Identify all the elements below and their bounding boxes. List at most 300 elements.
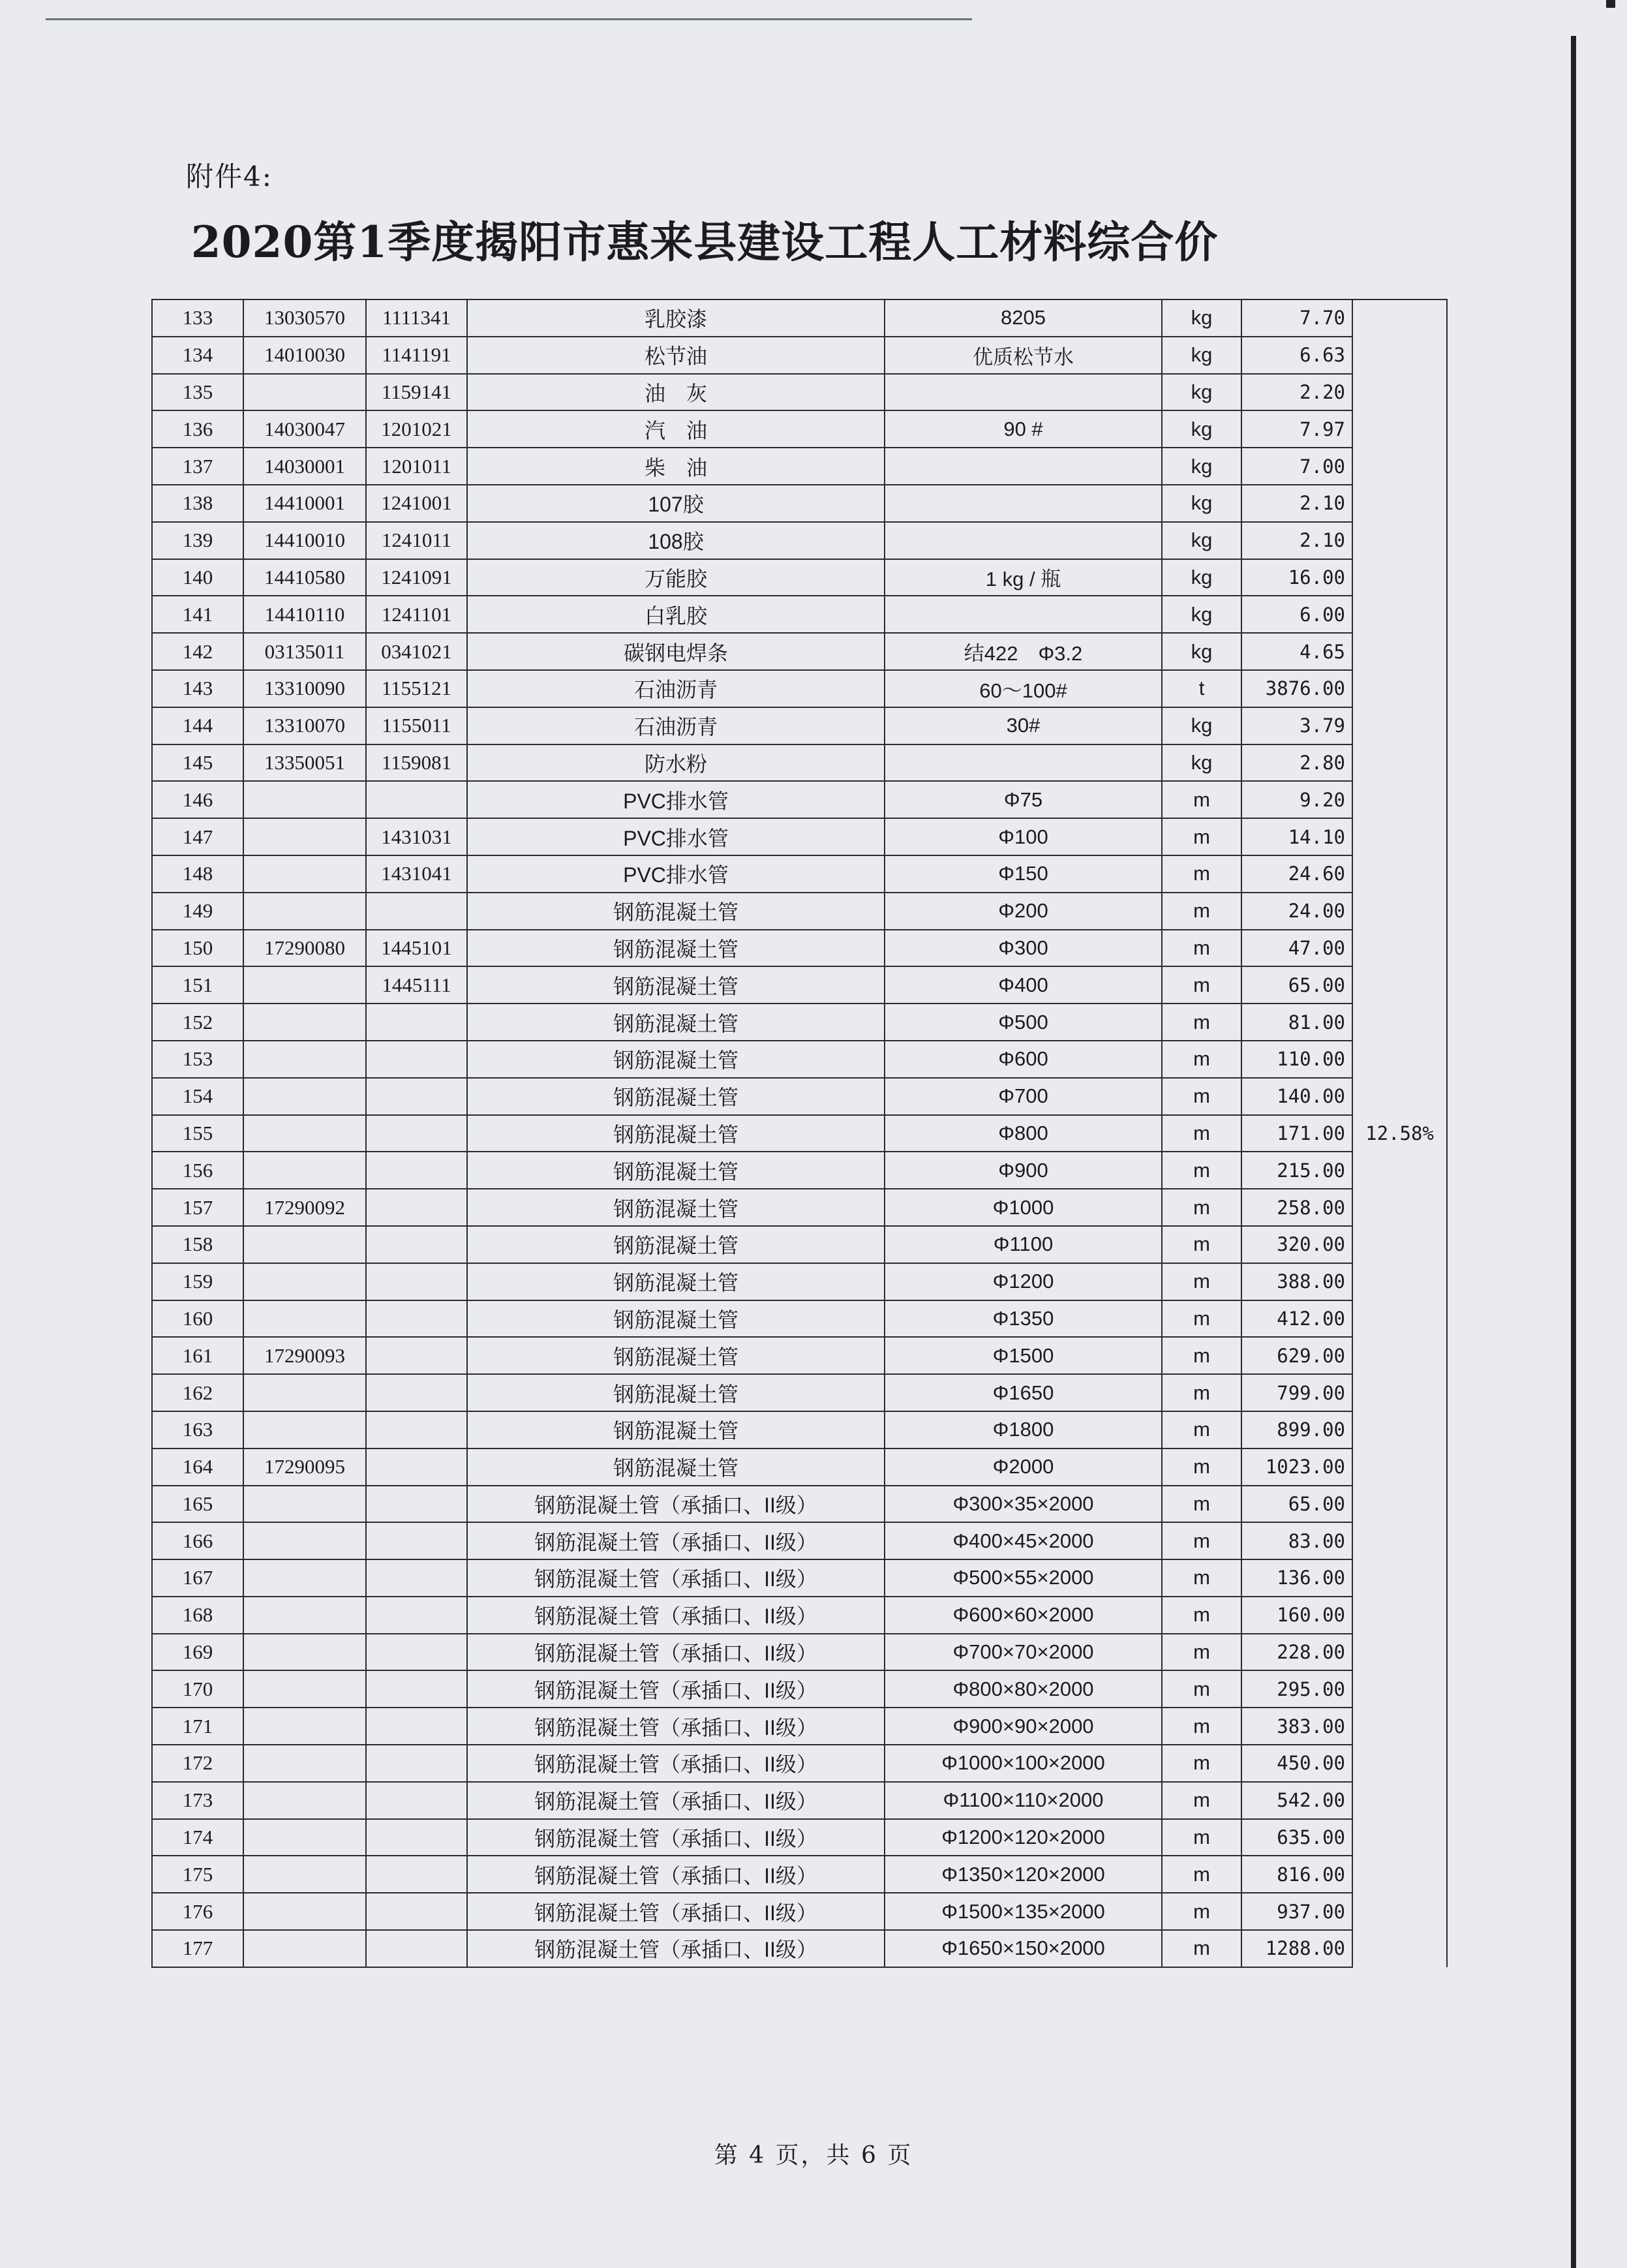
row-number-cell: 162 [152,1374,243,1411]
row-number-cell: 142 [152,633,243,670]
unit-cell: kg [1162,633,1241,670]
table-row [152,1782,1447,1819]
code-1-cell: 14410001 [243,485,366,522]
specification-cell [885,744,1162,782]
page-footer: 第 4 页，共 6 页 [714,2142,913,2169]
unit-cell: m [1162,1930,1241,1967]
row-number-cell: 163 [152,1411,243,1448]
row-number-cell: 148 [152,855,243,893]
unit-cell: m [1162,1374,1241,1411]
unit-cell: m [1162,1004,1241,1041]
table-row [152,1559,1447,1597]
price-cell: 7.00 [1241,448,1352,485]
material-name-cell: 钢筋混凝土管 [467,1226,885,1263]
material-name-cell: 钢筋混凝土管 [467,1300,885,1338]
code-2-cell [366,1115,467,1152]
code-1-cell [243,1263,366,1300]
unit-cell: m [1162,1226,1241,1263]
price-table [151,299,1448,1968]
code-2-cell [366,1152,467,1189]
table-row [152,1522,1447,1559]
unit-cell: m [1162,1263,1241,1300]
code-1-cell [243,893,366,930]
price-cell: 635.00 [1241,1819,1352,1856]
unit-cell: m [1162,1819,1241,1856]
price-cell: 65.00 [1241,966,1352,1004]
table-row [152,1708,1447,1745]
code-1-cell [243,1819,366,1856]
code-1-cell [243,1708,366,1745]
unit-cell: kg [1162,559,1241,596]
code-1-cell [243,1004,366,1041]
unit-cell: m [1162,966,1241,1004]
material-name-cell: PVC排水管 [467,855,885,893]
table-row [152,1745,1447,1782]
code-2-cell [366,781,467,818]
code-2-cell [366,1448,467,1486]
rate-cell: 12.58% [1352,299,1447,1967]
code-2-cell: 1201011 [366,448,467,485]
price-cell: 4.65 [1241,633,1352,670]
code-1-cell [243,1634,366,1671]
specification-cell: Φ1200×120×2000 [885,1819,1162,1856]
table-row [152,893,1447,930]
table-row [152,1004,1447,1041]
code-1-cell [243,1226,366,1263]
specification-cell: Φ100 [885,818,1162,855]
specification-cell: 30# [885,707,1162,744]
price-cell: 14.10 [1241,818,1352,855]
code-2-cell: 0341021 [366,633,467,670]
code-2-cell [366,1411,467,1448]
price-cell: 3.79 [1241,707,1352,744]
specification-cell: Φ75 [885,781,1162,818]
price-cell: 215.00 [1241,1152,1352,1189]
code-1-cell [243,1041,366,1078]
unit-cell: m [1162,1152,1241,1189]
price-cell: 383.00 [1241,1708,1352,1745]
specification-cell [885,374,1162,411]
row-number-cell: 149 [152,893,243,930]
code-1-cell [243,1745,366,1782]
table-row [152,1411,1447,1448]
specification-cell: Φ500 [885,1004,1162,1041]
unit-cell: m [1162,1856,1241,1893]
material-name-cell: 钢筋混凝土管 [467,1263,885,1300]
table-row [152,966,1447,1004]
row-number-cell: 157 [152,1189,243,1226]
price-cell: 937.00 [1241,1893,1352,1930]
price-cell: 295.00 [1241,1670,1352,1708]
unit-cell: m [1162,1411,1241,1448]
table-row [152,670,1447,707]
specification-cell: Φ300 [885,930,1162,967]
price-cell: 629.00 [1241,1337,1352,1374]
code-2-cell: 1445111 [366,966,467,1004]
table-row [152,1930,1447,1967]
specification-cell: Φ1500×135×2000 [885,1893,1162,1930]
specification-cell [885,522,1162,559]
unit-cell: m [1162,855,1241,893]
code-2-cell [366,1597,467,1634]
table-row [152,374,1447,411]
material-name-cell: 万能胶 [467,559,885,596]
code-1-cell: 17290093 [243,1337,366,1374]
code-2-cell: 1155011 [366,707,467,744]
price-cell: 136.00 [1241,1559,1352,1597]
row-number-cell: 137 [152,448,243,485]
specification-cell: Φ1650×150×2000 [885,1930,1162,1967]
price-cell: 81.00 [1241,1004,1352,1041]
table-row [152,1670,1447,1708]
specification-cell: Φ900 [885,1152,1162,1189]
row-number-cell: 172 [152,1745,243,1782]
material-name-cell: 石油沥青 [467,670,885,707]
material-name-cell: 钢筋混凝土管 [467,1374,885,1411]
material-name-cell: 钢筋混凝土管 [467,1041,885,1078]
price-cell: 320.00 [1241,1226,1352,1263]
code-2-cell [366,1930,467,1967]
price-cell: 6.00 [1241,596,1352,633]
code-1-cell: 14410580 [243,559,366,596]
unit-cell: kg [1162,596,1241,633]
material-name-cell: 钢筋混凝土管（承插口、II级） [467,1819,885,1856]
material-name-cell: 油 灰 [467,374,885,411]
specification-cell: Φ1000 [885,1189,1162,1226]
row-number-cell: 144 [152,707,243,744]
material-name-cell: 钢筋混凝土管（承插口、II级） [467,1486,885,1523]
material-name-cell: 钢筋混凝土管 [467,1152,885,1189]
unit-cell: m [1162,781,1241,818]
specification-cell: 1 kg / 瓶 [885,559,1162,596]
specification-cell: Φ1200 [885,1263,1162,1300]
code-1-cell [243,1486,366,1523]
material-name-cell: 钢筋混凝土管 [467,930,885,967]
material-name-cell: PVC排水管 [467,818,885,855]
code-1-cell [243,818,366,855]
row-number-cell: 141 [152,596,243,633]
code-1-cell [243,1597,366,1634]
table-row [152,1041,1447,1078]
unit-cell: kg [1162,337,1241,374]
unit-cell: m [1162,1448,1241,1486]
unit-cell: m [1162,1670,1241,1708]
specification-cell: 8205 [885,299,1162,337]
code-2-cell: 1431041 [366,855,467,893]
unit-cell: m [1162,1597,1241,1634]
unit-cell: m [1162,930,1241,967]
price-cell: 228.00 [1241,1634,1352,1671]
row-number-cell: 158 [152,1226,243,1263]
price-cell: 110.00 [1241,1041,1352,1078]
row-number-cell: 174 [152,1819,243,1856]
code-1-cell: 17290095 [243,1448,366,1486]
specification-cell: Φ1800 [885,1411,1162,1448]
code-2-cell: 1141191 [366,337,467,374]
code-1-cell [243,1670,366,1708]
table-row [152,522,1447,559]
price-cell: 258.00 [1241,1189,1352,1226]
code-2-cell: 1241091 [366,559,467,596]
row-number-cell: 139 [152,522,243,559]
unit-cell: m [1162,1745,1241,1782]
material-name-cell: 石油沥青 [467,707,885,744]
material-name-cell: 钢筋混凝土管 [467,1004,885,1041]
row-number-cell: 152 [152,1004,243,1041]
code-2-cell [366,1745,467,1782]
row-number-cell: 150 [152,930,243,967]
material-name-cell: 钢筋混凝土管 [467,1189,885,1226]
code-2-cell: 1241001 [366,485,467,522]
table-row [152,1448,1447,1486]
row-number-cell: 176 [152,1893,243,1930]
table-row [152,744,1447,782]
material-name-cell: 钢筋混凝土管 [467,966,885,1004]
code-2-cell: 1445101 [366,930,467,967]
row-number-cell: 143 [152,670,243,707]
unit-cell: t [1162,670,1241,707]
table-row [152,1189,1447,1226]
table-row [152,1152,1447,1189]
code-1-cell: 14030047 [243,410,366,448]
table-row [152,1819,1447,1856]
specification-cell: Φ1000×100×2000 [885,1745,1162,1782]
code-1-cell: 03135011 [243,633,366,670]
specification-cell: Φ1350×120×2000 [885,1856,1162,1893]
code-2-cell [366,1522,467,1559]
table-row [152,1300,1447,1338]
material-name-cell: 钢筋混凝土管（承插口、II级） [467,1597,885,1634]
unit-cell: m [1162,1782,1241,1819]
code-2-cell [366,1300,467,1338]
code-2-cell: 1159081 [366,744,467,782]
row-number-cell: 175 [152,1856,243,1893]
table-row [152,1263,1447,1300]
material-name-cell: 钢筋混凝土管（承插口、II级） [467,1522,885,1559]
code-2-cell [366,1374,467,1411]
code-2-cell [366,1226,467,1263]
table-row [152,781,1447,818]
material-name-cell: 107胶 [467,485,885,522]
code-2-cell: 1241101 [366,596,467,633]
specification-cell: Φ700 [885,1078,1162,1115]
code-1-cell [243,1115,366,1152]
row-number-cell: 173 [152,1782,243,1819]
code-1-cell [243,1078,366,1115]
row-number-cell: 145 [152,744,243,782]
code-1-cell: 17290080 [243,930,366,967]
unit-cell: kg [1162,485,1241,522]
code-2-cell: 1111341 [366,299,467,337]
material-name-cell: 钢筋混凝土管（承插口、II级） [467,1930,885,1967]
code-2-cell [366,1634,467,1671]
code-1-cell: 14030001 [243,448,366,485]
specification-cell: Φ2000 [885,1448,1162,1486]
row-number-cell: 170 [152,1670,243,1708]
price-cell: 2.10 [1241,522,1352,559]
row-number-cell: 160 [152,1300,243,1338]
price-cell: 7.70 [1241,299,1352,337]
price-cell: 2.20 [1241,374,1352,411]
code-1-cell: 17290092 [243,1189,366,1226]
price-cell: 816.00 [1241,1856,1352,1893]
table-row [152,1486,1447,1523]
code-1-cell [243,855,366,893]
code-2-cell: 1155121 [366,670,467,707]
specification-cell: Φ600 [885,1041,1162,1078]
row-number-cell: 161 [152,1337,243,1374]
code-1-cell: 14010030 [243,337,366,374]
code-2-cell [366,1486,467,1523]
code-1-cell [243,966,366,1004]
unit-cell: m [1162,1300,1241,1338]
material-name-cell: 白乳胶 [467,596,885,633]
price-cell: 799.00 [1241,1374,1352,1411]
code-1-cell: 14410010 [243,522,366,559]
unit-cell: m [1162,1559,1241,1597]
code-1-cell [243,1522,366,1559]
price-cell: 9.20 [1241,781,1352,818]
price-cell: 412.00 [1241,1300,1352,1338]
material-name-cell: 钢筋混凝土管 [467,1115,885,1152]
specification-cell [885,596,1162,633]
code-2-cell: 1431031 [366,818,467,855]
specification-cell: Φ150 [885,855,1162,893]
material-name-cell: 钢筋混凝土管（承插口、II级） [467,1893,885,1930]
unit-cell: kg [1162,707,1241,744]
code-2-cell [366,1782,467,1819]
unit-cell: m [1162,1115,1241,1152]
code-2-cell: 1241011 [366,522,467,559]
material-name-cell: 汽 油 [467,410,885,448]
row-number-cell: 156 [152,1152,243,1189]
code-2-cell [366,893,467,930]
row-number-cell: 159 [152,1263,243,1300]
material-name-cell: 钢筋混凝土管（承插口、II级） [467,1708,885,1745]
specification-cell: Φ400 [885,966,1162,1004]
unit-cell: m [1162,1041,1241,1078]
table-row [152,1856,1447,1893]
specification-cell: Φ1500 [885,1337,1162,1374]
unit-cell: m [1162,1337,1241,1374]
row-number-cell: 177 [152,1930,243,1967]
row-number-cell: 154 [152,1078,243,1115]
price-cell: 542.00 [1241,1782,1352,1819]
code-1-cell [243,1374,366,1411]
material-name-cell: 钢筋混凝土管 [467,1448,885,1486]
row-number-cell: 171 [152,1708,243,1745]
material-name-cell: 钢筋混凝土管（承插口、II级） [467,1559,885,1597]
price-cell: 47.00 [1241,930,1352,967]
unit-cell: m [1162,1893,1241,1930]
price-cell: 2.80 [1241,744,1352,782]
specification-cell: Φ1350 [885,1300,1162,1338]
price-cell: 24.00 [1241,893,1352,930]
specification-cell: Φ300×35×2000 [885,1486,1162,1523]
unit-cell: m [1162,1522,1241,1559]
specification-cell: Φ800 [885,1115,1162,1152]
unit-cell: m [1162,1078,1241,1115]
material-name-cell: 钢筋混凝土管 [467,1411,885,1448]
table-row [152,1893,1447,1930]
row-number-cell: 164 [152,1448,243,1486]
specification-cell: Φ600×60×2000 [885,1597,1162,1634]
material-name-cell: PVC排水管 [467,781,885,818]
material-name-cell: 防水粉 [467,744,885,782]
code-2-cell [366,1819,467,1856]
specification-cell: Φ1100 [885,1226,1162,1263]
scan-edge-bar [1571,36,1576,2268]
specification-cell: Φ1100×110×2000 [885,1782,1162,1819]
table-row [152,448,1447,485]
row-number-cell: 166 [152,1522,243,1559]
price-cell: 1288.00 [1241,1930,1352,1967]
unit-cell: kg [1162,299,1241,337]
table-row [152,1226,1447,1263]
row-number-cell: 169 [152,1634,243,1671]
code-2-cell [366,1337,467,1374]
price-cell: 2.10 [1241,485,1352,522]
unit-cell: m [1162,1189,1241,1226]
table-row [152,1115,1447,1152]
specification-cell: Φ900×90×2000 [885,1708,1162,1745]
row-number-cell: 136 [152,410,243,448]
price-cell: 1023.00 [1241,1448,1352,1486]
code-1-cell [243,1559,366,1597]
material-name-cell: 钢筋混凝土管 [467,1337,885,1374]
specification-cell: 结422 Φ3.2 [885,633,1162,670]
price-cell: 899.00 [1241,1411,1352,1448]
price-cell: 83.00 [1241,1522,1352,1559]
price-cell: 450.00 [1241,1745,1352,1782]
unit-cell: kg [1162,448,1241,485]
code-1-cell: 13310090 [243,670,366,707]
code-1-cell: 13310070 [243,707,366,744]
row-number-cell: 138 [152,485,243,522]
material-name-cell: 柴 油 [467,448,885,485]
specification-cell [885,485,1162,522]
code-2-cell [366,1559,467,1597]
table-row [152,855,1447,893]
code-2-cell [366,1041,467,1078]
code-1-cell [243,781,366,818]
price-cell: 140.00 [1241,1078,1352,1115]
code-2-cell [366,1078,467,1115]
unit-cell: kg [1162,744,1241,782]
specification-cell: 优质松节水 [885,337,1162,374]
scan-edge-mark [1606,0,1615,8]
unit-cell: kg [1162,374,1241,411]
row-number-cell: 147 [152,818,243,855]
code-1-cell [243,1300,366,1338]
table-row [152,559,1447,596]
unit-cell: m [1162,893,1241,930]
material-name-cell: 钢筋混凝土管（承插口、II级） [467,1856,885,1893]
material-name-cell: 钢筋混凝土管 [467,893,885,930]
code-2-cell: 1201021 [366,410,467,448]
code-2-cell [366,1670,467,1708]
table-row [152,1634,1447,1671]
table-row [152,633,1447,670]
page-title: 2020第1季度揭阳市惠来县建设工程人工材料综合价 [190,217,1219,268]
row-number-cell: 135 [152,374,243,411]
table-row [152,1374,1447,1411]
price-cell: 160.00 [1241,1597,1352,1634]
row-number-cell: 133 [152,299,243,337]
specification-cell [885,448,1162,485]
price-cell: 171.00 [1241,1115,1352,1152]
price-cell: 24.60 [1241,855,1352,893]
